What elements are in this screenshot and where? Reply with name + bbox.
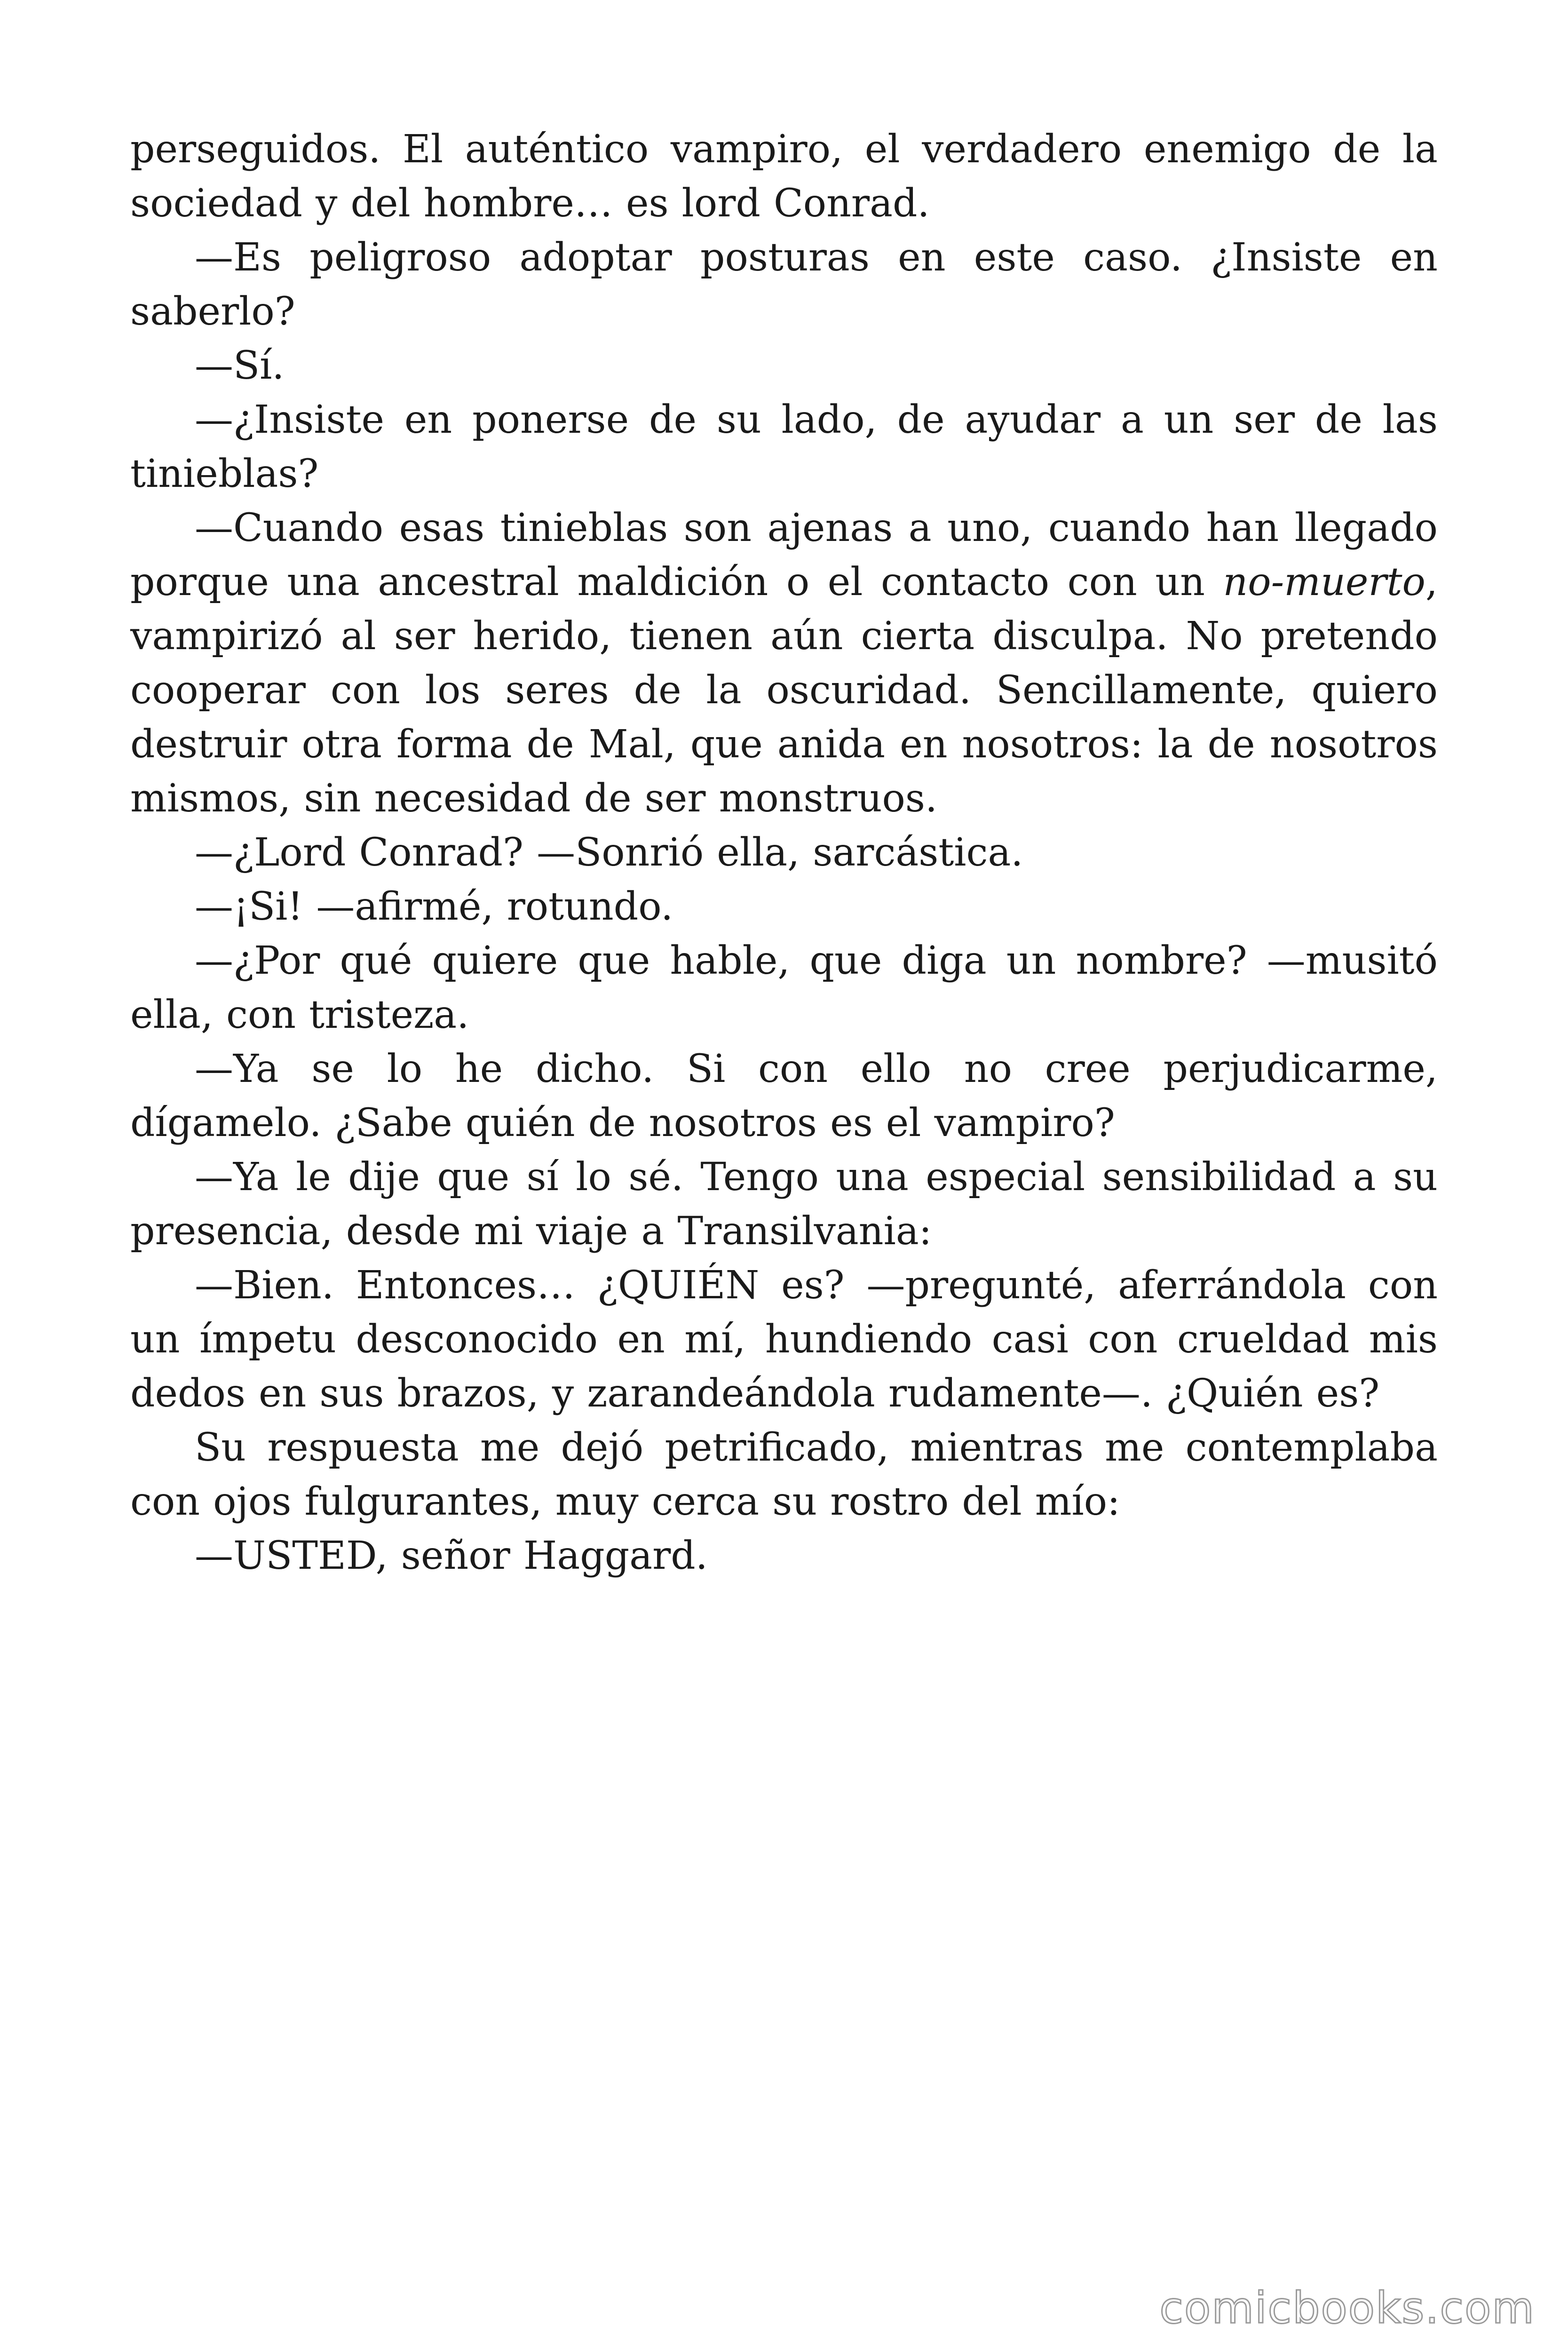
paragraph: perseguidos. El auténtico vampiro, el verdadero enemigo de la sociedad y del hombre… es lord Conrad. — [130, 127, 1438, 226]
paragraph: Su respuesta me dejó petrificado, mientras me contemplaba con ojos fulgurantes, muy cerca su rostro del mío: — [130, 1425, 1438, 1524]
paragraph: —USTED, señor Haggard. — [195, 1534, 708, 1578]
paragraph: —Sí. — [195, 343, 285, 388]
paragraph-text: , vampirizó al ser herido, tienen aún cierta disculpa. No pretendo cooperar con los seres de la oscuridad. Sencillamente, quiero destruir otra forma de Mal, que anida en nosotros: la de nosotros mismos, sin necesidad de ser monstruos. — [130, 560, 1438, 821]
body-text — [130, 122, 1438, 1583]
emphasis-text: no-muerto — [1223, 560, 1425, 604]
paragraph — [130, 501, 1438, 826]
paragraph: —¿Lord Conrad? —Sonrió ella, sarcástica. — [195, 830, 1023, 875]
paragraph: —¡Si! —afirmé, rotundo. — [195, 884, 673, 929]
paragraph: —Ya se lo he dicho. Si con ello no cree perjudicarme, dígamelo. ¿Sabe quién de nosotros es el vampiro? — [130, 1047, 1438, 1145]
paragraph: —¿Por qué quiere que hable, que diga un nombre? —musitó ella, con tristeza. — [130, 938, 1438, 1037]
watermark: comicbooks.com — [1159, 2283, 1535, 2333]
paragraph: —Es peligroso adoptar posturas en este caso. ¿Insiste en saberlo? — [130, 235, 1438, 334]
paragraph: —Bien. Entonces… ¿QUIÉN es? —pregunté, aferrándola con un ímpetu desconocido en mí, hundiendo casi con crueldad mis dedos en sus brazos, y zarandeándola rudamente—. ¿Quién es? — [130, 1263, 1438, 1416]
paragraph-text: —Cuando esas tinieblas son ajenas a uno, cuando han llegado porque una ancestral maldición o el contacto con un — [130, 506, 1438, 604]
paragraph: —Ya le dije que sí lo sé. Tengo una especial sensibilidad a su presencia, desde mi viaje a Transilvania: — [130, 1155, 1438, 1254]
paragraph: —¿Insiste en ponerse de su lado, de ayudar a un ser de las tinieblas? — [130, 397, 1438, 496]
